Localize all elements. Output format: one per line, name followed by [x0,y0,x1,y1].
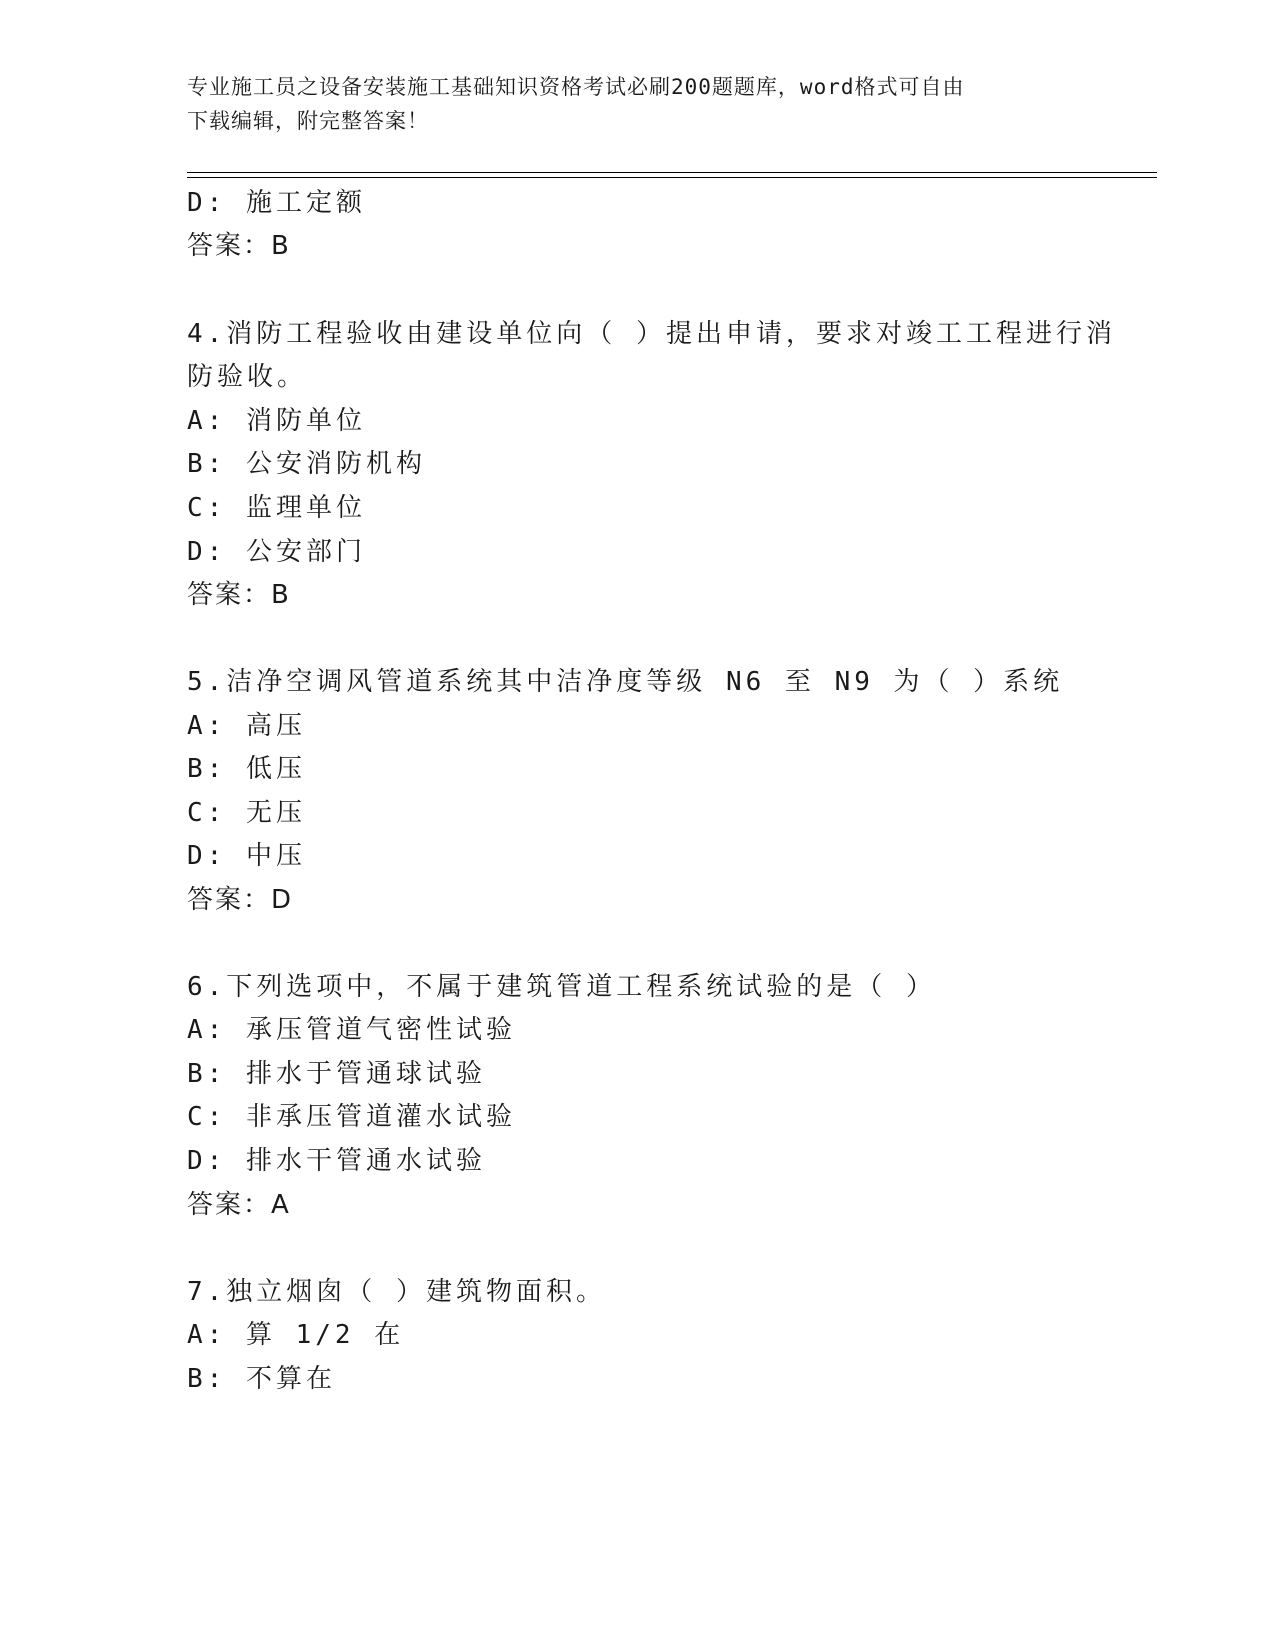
q4-option-b: B: 公安消防机构 [187,449,426,479]
q7-stem: 7.独立烟囱（ ）建筑物面积。 [187,1277,606,1307]
q6-option-b: B: 排水于管通球试验 [187,1059,486,1089]
q4-answer: 答案：B [187,580,291,610]
q6-option-d: D: 排水干管通水试验 [187,1146,486,1176]
header-title-line-2: 下载编辑，附完整答案！ [187,109,429,133]
q4-option-c: C: 监理单位 [187,493,366,523]
q3-option-d: D: 施工定额 [187,188,366,218]
q7-option-a: A: 算 1/2 在 [187,1320,405,1350]
q6-option-a: A: 承压管道气密性试验 [187,1015,516,1045]
q4-stem-line-2: 防验收。 [187,362,308,392]
header-divider-bottom [187,177,1157,178]
q3-answer: 答案：B [187,231,291,261]
q5-answer: 答案：D [187,885,294,915]
q6-option-c: C: 非承压管道灌水试验 [187,1102,516,1132]
q5-option-c: C: 无压 [187,798,306,828]
q5-option-d: D: 中压 [187,841,306,871]
q5-option-a: A: 高压 [187,711,306,741]
q5-option-b: B: 低压 [187,754,306,784]
q6-stem: 6.下列选项中，不属于建筑管道工程系统试验的是（ ） [187,972,936,1002]
header-title-line-1: 专业施工员之设备安装施工基础知识资格考试必刷200题题库，word格式可自由 [187,75,965,99]
q7-option-b: B: 不算在 [187,1364,336,1394]
q4-option-a: A: 消防单位 [187,406,366,436]
q4-option-d: D: 公安部门 [187,537,366,567]
q6-answer: 答案：A [187,1190,291,1220]
header-divider-top [187,172,1157,173]
q5-stem: 5.洁净空调风管道系统其中洁净度等级 N6 至 N9 为（ ）系统 [187,667,1064,697]
q4-stem-line-1: 4.消防工程验收由建设单位向（ ）提出申请，要求对竣工工程进行消 [187,319,1116,349]
